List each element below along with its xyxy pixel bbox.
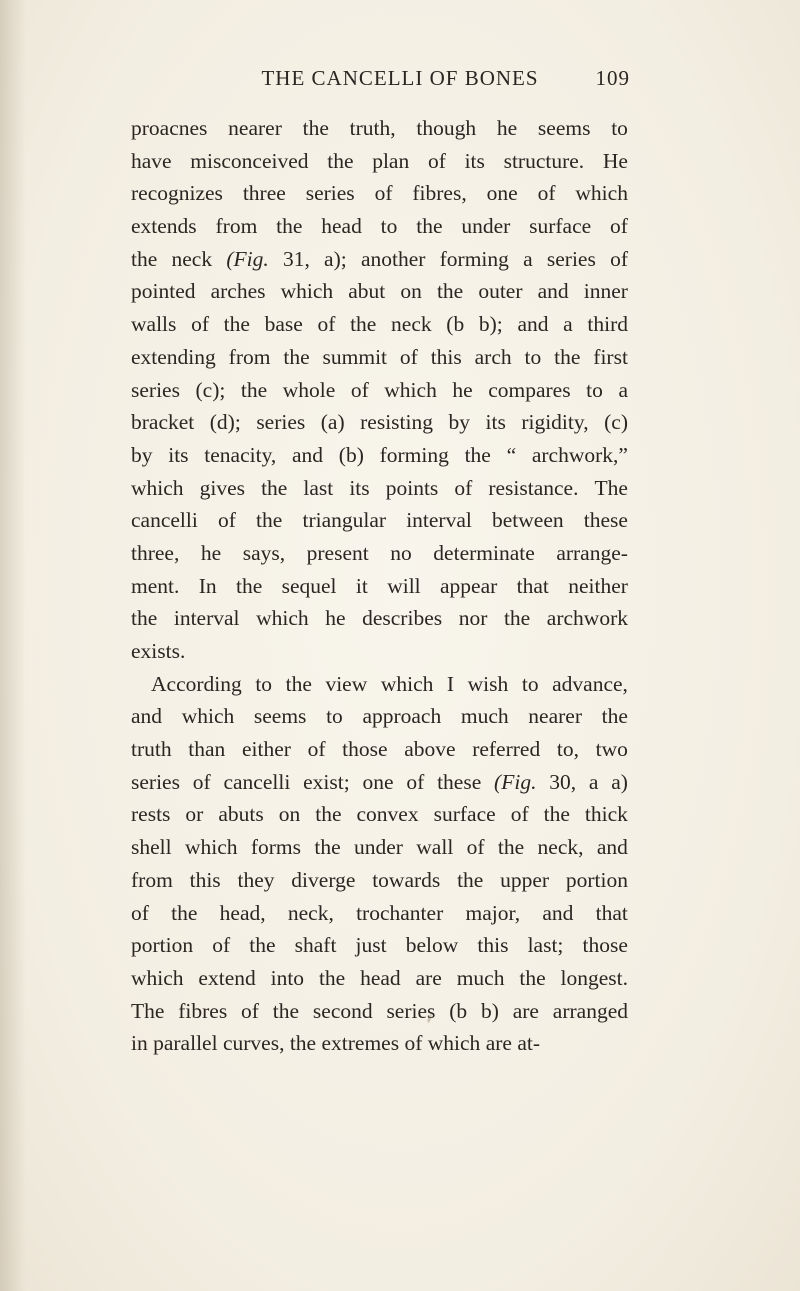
- text-line: extends from the head to the under surface of: [131, 214, 628, 239]
- text-line: recognizes three series of fibres, one of which: [131, 181, 628, 206]
- page-number: 109: [595, 66, 630, 90]
- text-line: series of cancelli exist; one of these (Fig. 30, a a): [131, 769, 628, 794]
- text-line: rests or abuts on the convex surface of the thick: [131, 802, 628, 827]
- text-line: series (c); the whole of which he compares to a: [131, 377, 628, 402]
- text-line: in parallel curves, the extremes of which are at-: [131, 1031, 540, 1056]
- text-line: the interval which he describes nor the archwork: [131, 606, 628, 631]
- text-line: which gives the last its points of resistance. The: [131, 475, 628, 500]
- text-line: three, he says, present no determinate arrange-: [131, 540, 628, 565]
- text-line: shell which forms the under wall of the neck, and: [131, 835, 628, 860]
- spine-shadow: [0, 0, 26, 1291]
- text-line: The fibres of the second series (b b) are arranged: [131, 998, 628, 1023]
- text-line: cancelli of the triangular interval between these: [131, 508, 628, 533]
- text-line: exists.: [131, 639, 186, 663]
- text-line: which extend into the head are much the longest.: [131, 965, 628, 990]
- text-line: of the head, neck, trochanter major, and that: [131, 900, 628, 925]
- page-header: [0, 66, 800, 96]
- text-line: portion of the shaft just below this last; those: [131, 933, 628, 958]
- text-line: the neck (Fig. 31, a); another forming a series of: [131, 246, 628, 271]
- text-line: walls of the base of the neck (b b); and a third: [131, 312, 628, 337]
- text-line: have misconceived the plan of its structure. He: [131, 148, 628, 173]
- text-line: by its tenacity, and (b) forming the “ archwork,”: [131, 442, 628, 467]
- text-line: ment. In the sequel it will appear that neither: [131, 573, 628, 598]
- body-text: [131, 112, 628, 1060]
- text-line: bracket (d); series (a) resisting by its rigidity, (c): [131, 410, 628, 435]
- text-line: According to the view which I wish to advance,: [151, 671, 628, 696]
- text-line: and which seems to approach much nearer the: [131, 704, 628, 729]
- running-title: THE CANCELLI OF BONES: [261, 66, 539, 90]
- text-line: extending from the summit of this arch to the first: [131, 344, 628, 369]
- text-line: from this they diverge towards the upper portion: [131, 867, 628, 892]
- text-line: proacnes nearer the truth, though he seems to: [131, 116, 628, 140]
- text-line: truth than either of those above referred to, two: [131, 737, 628, 762]
- text-line: pointed arches which abut on the outer and inner: [131, 279, 628, 304]
